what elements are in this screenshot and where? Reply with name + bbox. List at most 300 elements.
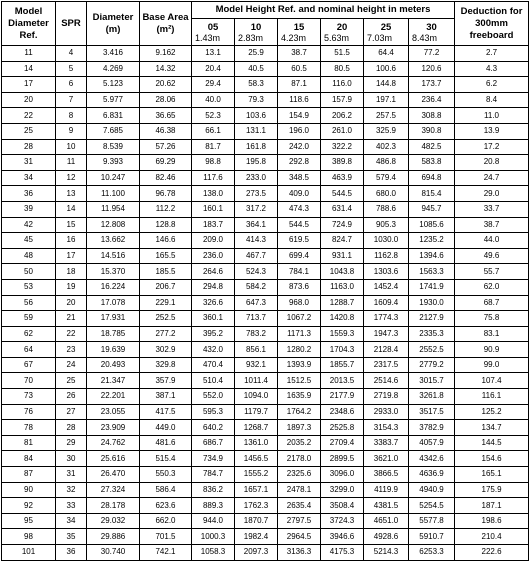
cell-volume-25: 1162.8 — [364, 248, 409, 264]
cell-volume-15: 409.0 — [278, 186, 321, 202]
cell-volume-15: 154.9 — [278, 108, 321, 124]
table-row — [2, 404, 529, 420]
cell-deduction: 29.0 — [455, 186, 529, 202]
cell-base-area: 112.2 — [140, 201, 192, 217]
cell-spr: 35 — [56, 529, 87, 545]
cell-volume-20: 1704.3 — [321, 342, 364, 358]
cell-base-area: 586.4 — [140, 482, 192, 498]
cell-volume-30: 945.7 — [409, 201, 455, 217]
header-base-area — [140, 2, 192, 46]
cell-spr: 5 — [56, 61, 87, 77]
cell-volume-15: 873.6 — [278, 279, 321, 295]
cell-model-ref: 67 — [2, 357, 56, 373]
cell-deduction: 75.8 — [455, 311, 529, 327]
cell-volume-05: 117.6 — [192, 170, 235, 186]
cell-volume-25: 4381.5 — [364, 498, 409, 514]
cell-base-area: 550.3 — [140, 467, 192, 483]
cell-deduction: 62.0 — [455, 279, 529, 295]
cell-spr: 33 — [56, 498, 87, 514]
cell-volume-15: 474.3 — [278, 201, 321, 217]
cell-diameter: 19.639 — [87, 342, 140, 358]
table-row — [2, 201, 529, 217]
cell-base-area: 206.7 — [140, 279, 192, 295]
cell-volume-30: 5254.5 — [409, 498, 455, 514]
cell-spr: 18 — [56, 264, 87, 280]
cell-deduction: 154.6 — [455, 451, 529, 467]
cell-model-ref: 78 — [2, 420, 56, 436]
cell-base-area: 515.4 — [140, 451, 192, 467]
cell-volume-25: 2719.8 — [364, 389, 409, 405]
cell-model-ref: 39 — [2, 201, 56, 217]
cell-volume-05: 510.4 — [192, 373, 235, 389]
table-row — [2, 529, 529, 545]
cell-diameter: 16.224 — [87, 279, 140, 295]
cell-deduction: 198.6 — [455, 513, 529, 529]
cell-volume-30: 1741.9 — [409, 279, 455, 295]
cell-spr: 7 — [56, 92, 87, 108]
header-height-20 — [321, 19, 364, 46]
cell-volume-15: 1171.3 — [278, 326, 321, 342]
cell-volume-25: 5214.3 — [364, 545, 409, 561]
cell-volume-20: 389.8 — [321, 155, 364, 171]
cell-volume-30: 2335.3 — [409, 326, 455, 342]
cell-model-ref: 45 — [2, 233, 56, 249]
cell-diameter: 12.808 — [87, 217, 140, 233]
table-row — [2, 155, 529, 171]
cell-deduction: 24.7 — [455, 170, 529, 186]
cell-volume-05: 1058.3 — [192, 545, 235, 561]
cell-volume-15: 242.0 — [278, 139, 321, 155]
cell-diameter: 11.100 — [87, 186, 140, 202]
cell-model-ref: 59 — [2, 311, 56, 327]
cell-spr: 29 — [56, 435, 87, 451]
cell-spr: 30 — [56, 451, 87, 467]
cell-volume-30: 173.7 — [409, 77, 455, 93]
cell-base-area: 28.06 — [140, 92, 192, 108]
cell-model-ref: 36 — [2, 186, 56, 202]
cell-volume-15: 3136.3 — [278, 545, 321, 561]
cell-volume-20: 1855.7 — [321, 357, 364, 373]
cell-base-area: 623.6 — [140, 498, 192, 514]
cell-volume-20: 322.2 — [321, 139, 364, 155]
cell-deduction: 222.6 — [455, 545, 529, 561]
cell-volume-15: 2635.4 — [278, 498, 321, 514]
cell-volume-05: 944.0 — [192, 513, 235, 529]
header-height-group — [192, 2, 455, 19]
cell-model-ref: 64 — [2, 342, 56, 358]
height-ref-label: 05 — [207, 21, 219, 33]
cell-volume-25: 4651.0 — [364, 513, 409, 529]
cell-deduction: 125.2 — [455, 404, 529, 420]
cell-volume-25: 788.6 — [364, 201, 409, 217]
cell-deduction: 8.4 — [455, 92, 529, 108]
cell-volume-15: 1635.9 — [278, 389, 321, 405]
cell-volume-20: 157.9 — [321, 92, 364, 108]
cell-volume-10: 58.3 — [235, 77, 278, 93]
cell-model-ref: 87 — [2, 467, 56, 483]
cell-spr: 6 — [56, 77, 87, 93]
cell-volume-15: 38.7 — [278, 46, 321, 62]
cell-volume-10: 1011.4 — [235, 373, 278, 389]
table-row — [2, 186, 529, 202]
cell-deduction: 6.2 — [455, 77, 529, 93]
cell-deduction: 210.4 — [455, 529, 529, 545]
cell-volume-25: 144.8 — [364, 77, 409, 93]
cell-volume-25: 197.1 — [364, 92, 409, 108]
cell-spr: 31 — [56, 467, 87, 483]
cell-volume-15: 2325.6 — [278, 467, 321, 483]
cell-volume-30: 3782.9 — [409, 420, 455, 436]
cell-volume-05: 138.0 — [192, 186, 235, 202]
cell-volume-20: 1043.8 — [321, 264, 364, 280]
cell-volume-30: 5577.8 — [409, 513, 455, 529]
cell-deduction: 187.1 — [455, 498, 529, 514]
cell-volume-15: 2797.5 — [278, 513, 321, 529]
cell-model-ref: 42 — [2, 217, 56, 233]
table-row — [2, 295, 529, 311]
cell-volume-30: 482.5 — [409, 139, 455, 155]
cell-diameter: 25.616 — [87, 451, 140, 467]
cell-volume-05: 784.7 — [192, 467, 235, 483]
cell-deduction: 165.1 — [455, 467, 529, 483]
cell-volume-30: 5910.7 — [409, 529, 455, 545]
cell-deduction: 116.1 — [455, 389, 529, 405]
cell-volume-25: 1947.3 — [364, 326, 409, 342]
cell-spr: 17 — [56, 248, 87, 264]
cell-model-ref: 92 — [2, 498, 56, 514]
cell-base-area: 742.1 — [140, 545, 192, 561]
cell-volume-10: 1657.1 — [235, 482, 278, 498]
cell-volume-30: 77.2 — [409, 46, 455, 62]
cell-volume-25: 1030.0 — [364, 233, 409, 249]
table-row — [2, 342, 529, 358]
table-row — [2, 92, 529, 108]
cell-volume-05: 294.8 — [192, 279, 235, 295]
header-deduction — [455, 2, 529, 46]
cell-volume-30: 6253.3 — [409, 545, 455, 561]
height-meters-label: 4.23m — [281, 32, 307, 43]
table-row — [2, 357, 529, 373]
cell-volume-30: 583.8 — [409, 155, 455, 171]
table-row — [2, 248, 529, 264]
cell-volume-10: 79.3 — [235, 92, 278, 108]
table-row — [2, 108, 529, 124]
cell-volume-05: 52.3 — [192, 108, 235, 124]
cell-base-area: 57.26 — [140, 139, 192, 155]
cell-volume-05: 264.6 — [192, 264, 235, 280]
cell-volume-10: 161.8 — [235, 139, 278, 155]
cell-volume-10: 40.5 — [235, 61, 278, 77]
cell-volume-30: 3015.7 — [409, 373, 455, 389]
cell-spr: 14 — [56, 201, 87, 217]
cell-volume-25: 579.4 — [364, 170, 409, 186]
cell-volume-10: 273.5 — [235, 186, 278, 202]
cell-deduction: 33.7 — [455, 201, 529, 217]
cell-volume-15: 196.0 — [278, 123, 321, 139]
cell-volume-25: 905.3 — [364, 217, 409, 233]
cell-volume-10: 1870.7 — [235, 513, 278, 529]
cell-diameter: 21.347 — [87, 373, 140, 389]
cell-spr: 12 — [56, 170, 87, 186]
cell-volume-10: 1762.3 — [235, 498, 278, 514]
cell-base-area: 146.6 — [140, 233, 192, 249]
cell-diameter: 10.247 — [87, 170, 140, 186]
table-row — [2, 420, 529, 436]
cell-deduction: 44.0 — [455, 233, 529, 249]
cell-diameter: 30.740 — [87, 545, 140, 561]
cell-volume-20: 3096.0 — [321, 467, 364, 483]
cell-diameter: 9.393 — [87, 155, 140, 171]
cell-volume-20: 931.1 — [321, 248, 364, 264]
cell-volume-10: 1268.7 — [235, 420, 278, 436]
cell-volume-30: 1235.2 — [409, 233, 455, 249]
cell-diameter: 13.662 — [87, 233, 140, 249]
cell-deduction: 90.9 — [455, 342, 529, 358]
cell-volume-20: 824.7 — [321, 233, 364, 249]
cell-volume-15: 2478.1 — [278, 482, 321, 498]
cell-diameter: 27.324 — [87, 482, 140, 498]
cell-diameter: 22.201 — [87, 389, 140, 405]
table-row — [2, 170, 529, 186]
cell-spr: 11 — [56, 155, 87, 171]
cell-volume-10: 1982.4 — [235, 529, 278, 545]
cell-base-area: 9.162 — [140, 46, 192, 62]
cell-volume-05: 360.1 — [192, 311, 235, 327]
cell-volume-15: 1067.2 — [278, 311, 321, 327]
cell-volume-05: 66.1 — [192, 123, 235, 139]
cell-spr: 19 — [56, 279, 87, 295]
cell-volume-10: 932.1 — [235, 357, 278, 373]
cell-volume-15: 2035.2 — [278, 435, 321, 451]
cell-volume-25: 4928.6 — [364, 529, 409, 545]
cell-model-ref: 25 — [2, 123, 56, 139]
cell-volume-25: 402.3 — [364, 139, 409, 155]
header-height-05 — [192, 19, 235, 46]
cell-volume-20: 3724.3 — [321, 513, 364, 529]
cell-diameter: 26.470 — [87, 467, 140, 483]
cell-spr: 22 — [56, 326, 87, 342]
cell-volume-05: 81.7 — [192, 139, 235, 155]
cell-volume-20: 1288.7 — [321, 295, 364, 311]
cell-base-area: 165.5 — [140, 248, 192, 264]
cell-volume-30: 308.8 — [409, 108, 455, 124]
cell-volume-10: 1179.7 — [235, 404, 278, 420]
cell-spr: 21 — [56, 311, 87, 327]
cell-volume-05: 40.0 — [192, 92, 235, 108]
cell-base-area: 128.8 — [140, 217, 192, 233]
header-base-area-label: Base Area — [142, 11, 189, 23]
table-row — [2, 498, 529, 514]
cell-deduction: 20.8 — [455, 155, 529, 171]
cell-base-area: 82.46 — [140, 170, 192, 186]
cell-volume-05: 1000.3 — [192, 529, 235, 545]
cell-volume-30: 1930.0 — [409, 295, 455, 311]
cell-volume-25: 100.6 — [364, 61, 409, 77]
cell-spr: 16 — [56, 233, 87, 249]
cell-volume-15: 118.6 — [278, 92, 321, 108]
cell-spr: 10 — [56, 139, 87, 155]
cell-volume-05: 395.2 — [192, 326, 235, 342]
cell-volume-10: 1094.0 — [235, 389, 278, 405]
cell-volume-10: 25.9 — [235, 46, 278, 62]
cell-base-area: 701.5 — [140, 529, 192, 545]
header-spr — [56, 2, 87, 46]
cell-base-area: 36.65 — [140, 108, 192, 124]
cell-volume-05: 326.6 — [192, 295, 235, 311]
height-meters-label: 2.83m — [238, 32, 264, 43]
table-row — [2, 139, 529, 155]
cell-volume-25: 2317.5 — [364, 357, 409, 373]
table-row — [2, 482, 529, 498]
cell-spr: 26 — [56, 389, 87, 405]
cell-volume-20: 2525.8 — [321, 420, 364, 436]
cell-volume-10: 783.2 — [235, 326, 278, 342]
cell-volume-30: 3261.8 — [409, 389, 455, 405]
cell-volume-25: 3866.5 — [364, 467, 409, 483]
cell-base-area: 185.5 — [140, 264, 192, 280]
cell-diameter: 14.516 — [87, 248, 140, 264]
cell-volume-10: 647.3 — [235, 295, 278, 311]
cell-volume-05: 432.0 — [192, 342, 235, 358]
cell-volume-20: 463.9 — [321, 170, 364, 186]
cell-volume-10: 414.3 — [235, 233, 278, 249]
cell-spr: 27 — [56, 404, 87, 420]
cell-volume-30: 2127.9 — [409, 311, 455, 327]
cell-volume-10: 317.2 — [235, 201, 278, 217]
cell-volume-25: 1452.4 — [364, 279, 409, 295]
cell-volume-10: 584.2 — [235, 279, 278, 295]
table-row — [2, 217, 529, 233]
cell-volume-10: 103.6 — [235, 108, 278, 124]
cell-volume-30: 3517.5 — [409, 404, 455, 420]
cell-volume-10: 233.0 — [235, 170, 278, 186]
cell-spr: 34 — [56, 513, 87, 529]
header-height-25 — [364, 19, 409, 46]
cell-volume-25: 2128.4 — [364, 342, 409, 358]
cell-volume-20: 631.4 — [321, 201, 364, 217]
height-meters-label: 7.03m — [367, 32, 393, 43]
cell-model-ref: 101 — [2, 545, 56, 561]
cell-volume-25: 486.8 — [364, 155, 409, 171]
table-row — [2, 233, 529, 249]
height-ref-label: 20 — [336, 21, 348, 33]
cell-model-ref: 48 — [2, 248, 56, 264]
cell-volume-15: 87.1 — [278, 77, 321, 93]
cell-model-ref: 62 — [2, 326, 56, 342]
table-row — [2, 389, 529, 405]
cell-volume-25: 1609.4 — [364, 295, 409, 311]
cell-spr: 23 — [56, 342, 87, 358]
height-meters-label: 5.63m — [324, 32, 350, 43]
cell-model-ref: 81 — [2, 435, 56, 451]
cell-base-area: 277.2 — [140, 326, 192, 342]
cell-volume-25: 325.9 — [364, 123, 409, 139]
cell-base-area: 229.1 — [140, 295, 192, 311]
cell-model-ref: 28 — [2, 139, 56, 155]
cell-volume-15: 60.5 — [278, 61, 321, 77]
cell-deduction: 38.7 — [455, 217, 529, 233]
cell-spr: 28 — [56, 420, 87, 436]
cell-volume-25: 257.5 — [364, 108, 409, 124]
cell-volume-05: 470.4 — [192, 357, 235, 373]
header-deduction-label: Deduction for 300mm freeboard — [460, 5, 523, 41]
cell-volume-05: 13.1 — [192, 46, 235, 62]
cell-deduction: 144.5 — [455, 435, 529, 451]
cell-diameter: 23.055 — [87, 404, 140, 420]
cell-base-area: 20.62 — [140, 77, 192, 93]
cell-volume-20: 2013.5 — [321, 373, 364, 389]
cell-diameter: 29.886 — [87, 529, 140, 545]
cell-volume-15: 2964.5 — [278, 529, 321, 545]
cell-volume-10: 195.8 — [235, 155, 278, 171]
cell-volume-20: 1420.8 — [321, 311, 364, 327]
cell-volume-20: 3299.0 — [321, 482, 364, 498]
height-ref-label: 10 — [250, 21, 262, 33]
cell-base-area: 449.0 — [140, 420, 192, 436]
cell-deduction: 99.0 — [455, 357, 529, 373]
cell-volume-25: 3154.3 — [364, 420, 409, 436]
header-diameter — [87, 2, 140, 46]
cell-diameter: 23.909 — [87, 420, 140, 436]
cell-model-ref: 76 — [2, 404, 56, 420]
height-ref-label: 15 — [293, 21, 305, 33]
cell-volume-15: 1512.5 — [278, 373, 321, 389]
cell-volume-20: 4175.3 — [321, 545, 364, 561]
cell-volume-05: 686.7 — [192, 435, 235, 451]
header-height-15 — [278, 19, 321, 46]
cell-base-area: 357.9 — [140, 373, 192, 389]
table-row — [2, 373, 529, 389]
cell-volume-30: 120.6 — [409, 61, 455, 77]
cell-spr: 15 — [56, 217, 87, 233]
cell-base-area: 46.38 — [140, 123, 192, 139]
cell-base-area: 417.5 — [140, 404, 192, 420]
cell-base-area: 14.32 — [140, 61, 192, 77]
cell-model-ref: 73 — [2, 389, 56, 405]
table-row — [2, 311, 529, 327]
cell-base-area: 387.1 — [140, 389, 192, 405]
cell-volume-20: 1559.3 — [321, 326, 364, 342]
table-row — [2, 513, 529, 529]
cell-base-area: 481.6 — [140, 435, 192, 451]
cell-volume-05: 160.1 — [192, 201, 235, 217]
header-height-group-label: Model Height Ref. and nominal height in meters — [215, 4, 431, 15]
cell-diameter: 5.977 — [87, 92, 140, 108]
table-row — [2, 451, 529, 467]
cell-base-area: 329.8 — [140, 357, 192, 373]
cell-model-ref: 84 — [2, 451, 56, 467]
table-row — [2, 545, 529, 561]
cell-deduction: 13.9 — [455, 123, 529, 139]
cell-volume-10: 467.7 — [235, 248, 278, 264]
cell-volume-05: 734.9 — [192, 451, 235, 467]
cell-model-ref: 70 — [2, 373, 56, 389]
cell-model-ref: 17 — [2, 77, 56, 93]
cell-volume-20: 206.2 — [321, 108, 364, 124]
cell-volume-05: 640.2 — [192, 420, 235, 436]
tank-capacity-table — [1, 1, 529, 561]
cell-spr: 20 — [56, 295, 87, 311]
cell-diameter: 29.032 — [87, 513, 140, 529]
cell-diameter: 17.078 — [87, 295, 140, 311]
cell-volume-30: 4940.9 — [409, 482, 455, 498]
cell-volume-25: 2933.0 — [364, 404, 409, 420]
cell-volume-20: 3508.4 — [321, 498, 364, 514]
cell-spr: 4 — [56, 46, 87, 62]
table-row — [2, 61, 529, 77]
cell-volume-10: 2097.3 — [235, 545, 278, 561]
cell-diameter: 18.785 — [87, 326, 140, 342]
